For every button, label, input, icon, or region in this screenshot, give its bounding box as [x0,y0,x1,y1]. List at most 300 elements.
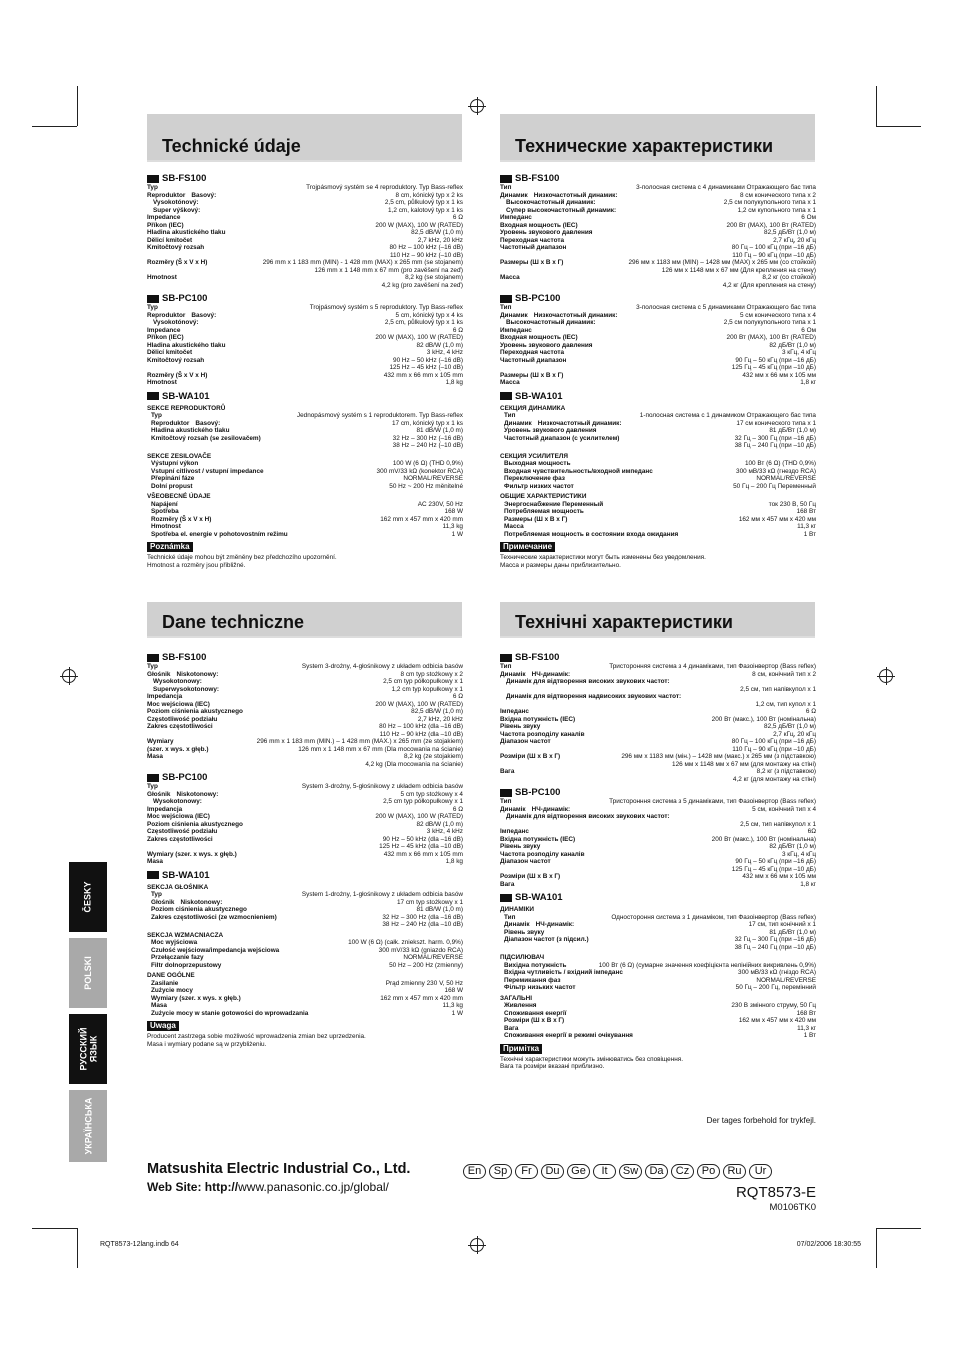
spec-sub-key [500,776,733,784]
spec-row [147,435,463,443]
spec-sub-key [566,1010,796,1018]
spec-sub-key: Динамік для відтворення надвисоких звукових частот: [506,693,682,700]
spec-sub-key [619,435,734,443]
spec-sub-key [208,746,298,754]
spec-row [500,460,816,468]
spec-sub-key: Basový: [195,419,221,427]
spec-row [147,282,463,290]
spec-value: 90 Hz – 50 kHz (dla –16 dB) [382,835,463,843]
spec-sub-key: Низкочастотный динамик: [533,311,618,319]
spec-sub-key [500,686,740,694]
language-code-badge: Sw [619,1164,642,1179]
tab-russkiy[interactable]: РУССКИЙ ЯЗЫК [69,1014,107,1084]
spec-sub-key [247,906,417,914]
spec-row [147,843,463,851]
spec-key: Розміри (Ш x В x Г) [500,753,561,760]
spec-row [500,936,816,944]
subsection-title: ЗАГАЛЬНІ [500,994,532,1002]
spec-sub-key: Niskotonowy: [176,670,219,678]
tab-polski[interactable]: POLSKI [69,938,107,1008]
spec-value: 168 Вт [796,1009,816,1017]
spec-key: Живлення [504,1002,537,1009]
spec-value: 3 kHz, 4 kHz [426,828,463,835]
spec-row [500,259,816,267]
spec-key: Hladina akustického tlaku [147,341,226,349]
spec-row [500,701,816,709]
spec-sub-key [567,516,738,524]
spec-sub-key [151,921,382,929]
spec-row [500,708,816,716]
spec-key: Масса [500,379,520,386]
spec-sub-key [500,282,723,290]
spec-sub-key [589,936,735,944]
spec-value: 81 дБ/Вт (1,0 м) [769,427,816,434]
spec-sub-key [180,214,453,222]
spec-sub-key: Superwysokotonowy: [153,685,220,693]
spec-row [147,184,463,192]
spec-row [500,342,816,350]
spec-sub-key [177,274,405,282]
spec-key: Przełączanie fazy [151,954,204,961]
spec-sub-key [147,843,379,851]
spec-key: Переключение фаз [504,475,565,482]
spec-key: Тип [500,304,512,311]
spec-row [500,427,816,435]
model-heading: SB-FS100 [500,652,816,663]
spec-row [500,753,816,761]
spec-sub-key [500,364,732,372]
spec-sub-key [504,442,735,450]
spec-value: 11,3 kg [442,1002,463,1009]
spec-value: 162 mm x 457 mm x 420 mm [380,515,463,523]
spec-key: Тип [500,663,512,670]
model-heading: SB-WA101 [147,870,463,881]
spec-key: Hladina akustického tlaku [151,427,230,434]
spec-row [147,199,463,207]
spec-value: NORMAL/REVERSE [756,475,816,482]
spec-sub-key [193,987,445,995]
spec-key: Zużycie mocy w stanie gotowości do wprowadzania [151,1009,309,1017]
spec-value: 126 mm x 1 148 mm x 67 mm (Dla mocowania na ścianie) [298,745,463,753]
spec-value: 300 mV/33 kΩ (konektor RCA) [376,467,463,475]
spec-row [500,523,816,531]
spec-value: 80 Гц – 100 кГц (при –16 дБ) [731,738,816,745]
spec-value: 1 W [451,530,463,538]
spec-row [147,334,463,342]
spec-key: Фільтр низьких частот [504,984,576,991]
spec-key: Masa [147,858,163,865]
spec-row [147,828,463,836]
spec-key: Czułość wejściowa/impedancja wejściowa [151,946,280,954]
spec-key: Импеданс [500,214,532,221]
spec-value: 200 Вт (макс.), 100 Вт (номінальна) [711,715,816,723]
spec-value: 2,5 cm, půlkulový typ x 1 ks [384,199,463,206]
spec-sub-key: НЧ-динамік: [535,921,575,928]
spec-sub-key [529,828,808,836]
spec-row [500,483,816,491]
spec-key: Споживання енергії в режимі очікування [504,1032,633,1039]
spec-value: AC 230V, 50 Hz [417,500,463,508]
spec-row [500,984,816,992]
crop-mark [876,86,877,126]
spec-value: 4,2 kg (pro zavěšení na zeď) [381,281,463,289]
print-code: M0106TK0 [769,1202,816,1213]
spec-value: 8 cm, kónický typ x 2 ks [395,191,463,199]
spec-value: 82,5 дБ/Вт (1,0 м) [764,723,816,730]
spec-row [147,475,463,483]
spec-key: Частота розподілу каналів [500,850,585,858]
footer-file: RQT8573-12lang.indb 64 [100,1241,179,1248]
spec-row [500,813,816,821]
spec-sub-key [194,475,403,483]
spec-sub-key [537,1002,732,1010]
spec-key: Потребляемая мощность [504,508,584,515]
spec-key: Вихідна потужність [504,961,567,969]
spec-key: Rozměry (Š x V x H) [147,259,208,266]
spec-row [147,319,463,327]
spec-key: Розміри (Ш x В x Г) [504,1017,565,1024]
spec-key: Zużycie mocy [151,987,193,994]
section-header-ru [500,114,815,162]
spec-row [500,1032,816,1040]
spec-row [147,1002,463,1010]
spec-row [147,962,463,970]
spec-row [147,914,463,922]
spec-row [500,1025,816,1033]
spec-sub-key: Динамік для відтворення високих звукових частот: [506,813,670,820]
spec-row [500,768,816,776]
spec-value: 126 mm x 1 148 mm x 67 mm (pro zavěšení na zeď) [314,266,463,274]
spec-block-pl [147,648,463,1048]
language-code-badge: Po [697,1164,720,1179]
spec-sub-key [633,1032,804,1040]
spec-row [147,357,463,365]
spec-value: Тристоронння система з 5 динаміками, тип Фазоінвертор (Bass reflex) [609,798,816,805]
spec-sub-key [230,427,417,435]
spec-value: 100 W (6 Ω) (THD 0,9%) [392,460,463,467]
spec-value: Jednopásmový systém s 1 reproduktorem. Typ Bass-reflex [296,412,463,419]
spec-sub-key: Vysokotónový: [153,319,199,326]
spec-sub-key [213,723,379,731]
spec-value: 1,8 kg [445,379,463,386]
language-code-badge: Cz [671,1164,694,1179]
spec-row [147,237,463,245]
spec-sub-key [504,944,735,952]
spec-block-cz [147,169,463,569]
spec-sub-key [500,761,672,769]
spec-key: Імпеданс [500,708,529,715]
spec-value: 110 Hz – 90 kHz (–10 dB) [389,251,463,259]
crop-mark [876,1228,921,1229]
spec-sub-key [540,723,764,731]
spec-sub-key [162,412,297,420]
spec-value: 1 W [451,1009,463,1017]
note-text: Технические характеристики могут быть изменены без уведомления. [500,554,706,561]
spec-key: Вхідна чутливість / вхідний імпеданс [504,969,623,976]
spec-key: Zakres częstotliwości [147,835,213,843]
spec-value: 296 мм x 1183 мм (MIN) – 1428 мм (MAX) x 265 мм (со стойкой) [628,259,816,266]
spec-value: Trojpásmový systém se 4 reproduktory. Typ Bass-reflex [306,184,463,191]
spec-value: NORMAL/REVERSE [403,475,463,482]
spec-row [500,475,816,483]
spec-row [500,184,816,192]
spec-value: 1,2 cm, kalotový typ x 1 ks [388,206,463,214]
section-title: Technické údaje [162,136,301,156]
section-title: Технічні характеристики [515,612,733,632]
spec-value: 2,5 cm typ półkopułkowy x 1 [383,678,463,685]
spec-row [147,274,463,282]
spec-sub-key [500,252,732,260]
spec-key: Вага [504,1024,519,1032]
spec-key: Vstupní citlivost / vstupní impedance [151,467,264,475]
spec-row [500,1010,816,1018]
spec-row [500,873,816,881]
spec-value: 296 mm x 1 183 mm (MIN.) – 1 428 mm (MAX.) x 265 mm (ze stojakiem) [256,738,463,745]
spec-sub-key [217,828,426,836]
spec-sub-key [563,259,628,267]
spec-key: Масса [500,274,520,281]
spec-value: 2,5 см, тип напівкупол x 1 [740,820,816,828]
spec-row [500,977,816,985]
spec-sub-key [575,836,712,844]
tab-ukrainska[interactable]: УКРАЇНСЬКА [69,1090,107,1162]
spec-key: Częstotliwość podziału [147,715,218,723]
spec-key: Częstotliwość podziału [147,828,218,835]
spec-value: 2,7 kHz, 20 kHz [417,715,463,723]
spec-sub-key: НЧ-динамік: [531,670,571,678]
spec-row [500,731,816,739]
subsection-title: SEKCJA WZMACNIACZA [147,931,224,939]
spec-row [147,327,463,335]
spec-sub-key [237,851,384,859]
spec-value: 200 W (MAX), 100 W (RATED) [375,813,463,820]
section-header-pl [147,602,462,638]
spec-key: Spotřeba [151,508,179,515]
spec-row [500,412,816,420]
spec-sub-key: Basový: [191,311,217,319]
spec-sub-key [593,229,764,237]
web-url[interactable]: www.panasonic.co.jp/global/ [238,1180,389,1194]
spec-sub-key [500,866,732,874]
spec-row [500,199,816,207]
spec-key: Impedance [147,326,181,334]
spec-sub-key [147,364,389,372]
spec-value: 2,7 кГц, 20 кГц [773,730,816,738]
spec-sub-key [511,184,636,192]
spec-key: Moc wejściowa (IEC) [147,813,210,820]
spec-sub-key [178,980,385,988]
spec-value: 168 W [444,987,463,994]
spec-sub-key [241,995,381,1003]
spec-row [147,906,463,914]
spec-key: Dělicí kmitočet [147,349,193,356]
spec-value: 38 Гц – 240 Гц (при –10 дБ) [734,442,816,449]
spec-sub-key [163,753,404,761]
spec-value: 126 мм x 1148 мм x 67 мм (для монтажу на стіні) [672,760,816,768]
spec-value: 17 cm, kónický typ x 1 ks [391,419,463,427]
spec-key: Размеры (Ш x В x Г) [500,371,564,379]
spec-sub-key [204,244,389,252]
spec-sub-key [226,229,412,237]
spec-key: Impedancja [147,805,183,813]
subsection-title: VŠEOBECNÉ ÚDAJE [147,493,211,500]
spec-value: 82 dB/W (1,0 m) [416,820,463,828]
spec-row [147,858,463,866]
spec-row [147,753,463,761]
spec-sub-key [158,304,310,312]
spec-key: Reproduktor [151,419,190,427]
spec-sub-key: Wysokotonowy: [153,678,202,685]
spec-row [147,980,463,988]
spec-key: Napájení [151,500,178,508]
spec-row [500,1017,816,1025]
spec-key: Typ [151,412,162,419]
spec-key: Импеданс [500,326,532,334]
spec-row [500,252,816,260]
spec-sub-key: НЧ-динамік: [531,805,571,813]
spec-row [147,686,463,694]
spec-sub-key [678,531,803,539]
spec-sub-key [603,501,769,509]
model-code: RQT8573-E [735,1184,816,1201]
spec-value: 82,5 дБ/Вт (1,0 м) [764,229,816,236]
spec-value: 2,5 cm, půlkulový typ x 1 ks [384,319,463,326]
spec-key: Фильтр низких частот [504,482,574,490]
spec-value: 162 мм x 457 мм x 420 мм [738,1017,816,1024]
section-header-cz [147,114,462,162]
spec-row [500,914,816,922]
language-code-badge: Fr [515,1164,538,1179]
subsection-title: DANE OGÓLNE [147,972,195,979]
note-label: Uwaga [147,1021,179,1031]
spec-value: 82 дБ/Вт (1,0 м) [769,843,816,850]
spec-row [500,746,816,754]
spec-value: 11,3 kg [442,523,463,530]
note-label: Примітка [500,1044,542,1054]
model-heading: SB-FS100 [147,652,463,663]
spec-sub-key [204,357,393,365]
spec-value: 6Ω [807,828,816,835]
spec-sub-key: Super výškový: [153,206,201,214]
spec-sub-key [560,873,742,881]
company-name: Matsushita Electric Industrial Co., Ltd. [147,1161,411,1177]
spec-value: 3 kHz, 4 kHz [426,349,463,356]
spec-row [500,327,816,335]
crop-mark [77,1228,78,1268]
note-text: Масса и размеры даны приблизительно. [500,561,621,569]
spec-sub-key [585,731,774,739]
spec-sub-key [182,693,453,701]
note-label: Примечание [500,542,555,552]
spec-key: Уровень звукового давления [504,427,597,434]
spec-sub-key: Высокочастотный динамик: [506,199,596,206]
language-code-badge: Du [541,1164,564,1179]
spec-value: 200 W (MAX), 100 W (RATED) [375,700,463,708]
crop-mark [876,1228,877,1268]
section-title: Dane techniczne [162,612,305,632]
spec-row [147,995,463,1003]
spec-sub-key [211,516,380,524]
spec-key: Głośnik [147,790,171,798]
spec-row [147,851,463,859]
spec-value: 80 Hz – 100 kHz (–16 dB) [389,244,463,251]
spec-row [500,501,816,509]
spec-key: Выходная мощность [504,460,571,467]
subsection-title: SEKCE REPRODUKTORŮ [147,404,226,412]
spec-value: 200 W (MAX), 100 W (RATED) [375,334,463,341]
spec-row [500,851,816,859]
spec-key: Typ [147,783,158,790]
spec-row [500,229,816,237]
registration-mark-icon [470,99,484,113]
spec-value: 6 Ω [452,326,463,334]
spec-row [147,921,463,929]
spec-row [147,304,463,312]
spec-value: ток 230 В, 50 Гц [768,500,816,508]
website [147,1180,389,1194]
spec-row [147,372,463,380]
spec-key: Перемикання фаз [504,976,561,984]
model-heading: SB-FS100 [500,173,816,184]
spec-row [500,716,816,724]
spec-key: Poziom ciśnienia akustycznego [147,708,243,715]
spec-sub-key [564,237,773,245]
spec-value: 8,2 kg (se stojanem) [405,274,463,281]
spec-row [500,435,816,443]
spec-key: Poziom ciśnienia akustycznego [151,906,247,913]
subsection-title: SEKCJA GŁOŚNIKA [147,883,209,891]
spec-key: Moc wejściowa (IEC) [147,700,210,708]
spec-key: Głośnik [147,670,171,678]
spec-row [500,282,816,290]
spec-sub-key [584,508,797,516]
spec-key: Wymiary (szer. x wys. x głęb.) [151,994,241,1002]
language-code-badge: Sp [489,1164,512,1179]
spec-sub-key: Супер высокочастотный динамик: [506,206,617,214]
subsection-title: SEKCE ZESILOVAČE [147,452,212,460]
spec-sub-key [162,891,302,899]
spec-key: Kmitočtový rozsah (se zesilovačem) [151,434,261,442]
spec-sub-key [524,523,797,531]
spec-sub-key [500,701,756,709]
spec-sub-key [653,468,736,476]
spec-value: 2,7 кГц, 20 кГц [773,236,816,244]
spec-row [500,372,816,380]
spec-row [147,442,463,450]
tab-cesky[interactable]: ČESKY [69,862,107,932]
spec-sub-key [243,821,417,829]
spec-row [500,962,816,970]
spec-row [500,334,816,342]
spec-row [500,858,816,866]
spec-row [500,516,816,524]
spec-row [147,1010,463,1018]
spec-row [147,806,463,814]
spec-value: 162 мм x 457 мм x 420 мм [738,515,816,523]
spec-row [147,483,463,491]
spec-value: 11,3 кг [797,1024,816,1032]
spec-key: Spotřeba el. energie v pohotovostním režimu [151,530,288,538]
spec-value: 5 см конического типа x 4 [739,311,816,319]
spec-key: Размеры (Ш x В x Г) [500,259,564,266]
spec-row [147,723,463,731]
spec-row [500,723,816,731]
spec-sub-key [147,282,382,290]
spec-sub-key [264,468,377,476]
language-code-row [463,1161,775,1179]
model-heading: SB-PC100 [500,293,816,304]
language-code-badge: En [463,1164,486,1179]
